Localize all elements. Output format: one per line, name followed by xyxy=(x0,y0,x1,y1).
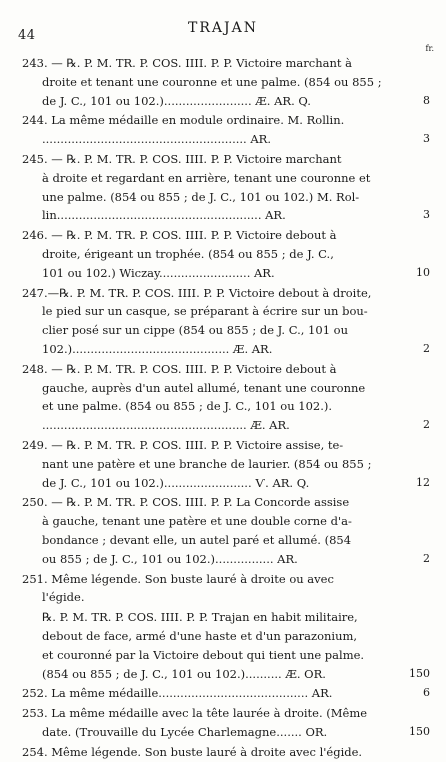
entry-line: 249. — ℞. P. M. TR. P. COS. IIII. P. P. Victoire assise, te- xyxy=(22,437,344,452)
catalog-entry-253 xyxy=(22,704,430,742)
entry-line: à gauche, tenant une patère et une double corne d'a- xyxy=(42,514,352,529)
entry-line-text: lin........................................................ AR. xyxy=(42,208,286,223)
entry-line xyxy=(22,474,430,493)
entry-line xyxy=(22,340,430,359)
entry-line: à droite et regardant en arrière, tenant une couronne et xyxy=(42,170,371,185)
entry-line: 251. Même légende. Son buste lauré à droite ou avec xyxy=(22,571,334,586)
entry-line-text: 102.)........................................... Æ. AR. xyxy=(42,341,273,356)
entry-line-text: 252. La même médaille......................................... AR. xyxy=(22,686,333,701)
catalog-entry-251-reverse xyxy=(22,608,430,683)
entry-line: 245. — ℞. P. M. TR. P. COS. IIII. P. P. Victoire marchant xyxy=(22,151,342,166)
entry-price: 12 xyxy=(416,475,430,489)
entry-line-text: (854 ou 855 ; de J. C., 101 ou 102.).......... Æ. OR. xyxy=(42,666,326,681)
entry-line: 246. — ℞. P. M. TR. P. COS. IIII. P. P. Victoire debout à xyxy=(22,228,337,243)
entry-line: et couronné par la Victoire debout qui tient une palme. xyxy=(42,647,365,662)
entry-price: 3 xyxy=(423,208,430,222)
catalog-entry-246 xyxy=(22,226,430,282)
entry-line-text: 101 ou 102.) Wiczay......................... AR. xyxy=(42,265,275,280)
entry-line: 247.—℞. P. M. TR. P. COS. IIII. P. P. Victoire debout à droite, xyxy=(22,285,372,300)
catalog-entry-243 xyxy=(22,54,430,110)
entry-line-text: ........................................................ AR. xyxy=(42,132,271,147)
entry-line xyxy=(22,550,430,569)
entry-line: gauche, auprès d'un autel allumé, tenant une couronne xyxy=(42,380,366,395)
entry-line: droite, érigeant un trophée. (854 ou 855 ; de J. C., xyxy=(42,246,334,261)
entry-line: 248. — ℞. P. M. TR. P. COS. IIII. P. P. Victoire debout à xyxy=(22,361,337,376)
entry-line xyxy=(22,665,430,684)
page-number: 44 xyxy=(18,28,36,43)
entry-line: 243. — ℞. P. M. TR. P. COS. IIII. P. P. Victoire marchant à xyxy=(22,56,353,70)
entry-line: 253. La même médaille avec la tête laurée à droite. (Même xyxy=(22,706,368,721)
entry-line-text: ........................................................ Æ. AR. xyxy=(42,418,290,433)
entry-line: droite et tenant une couronne et une palme. (854 ou 855 ; xyxy=(42,74,382,89)
entry-line: 250. — ℞. P. M. TR. P. COS. IIII. P. P. La Concorde assise xyxy=(22,495,350,510)
catalog-entry-249 xyxy=(22,436,430,492)
price-column-label: fr. xyxy=(425,44,434,53)
entry-line: bondance ; devant elle, un autel paré et allumé. (854 xyxy=(42,532,352,547)
entry-line: l'égide. xyxy=(42,590,85,605)
catalog-entry-250 xyxy=(22,493,430,568)
catalog-entry-244 xyxy=(22,111,430,149)
entry-price: 3 xyxy=(423,132,430,146)
entry-line: et une palme. (854 ou 855 ; de J. C., 101 ou 102.). xyxy=(42,399,333,414)
entry-price: 150 xyxy=(409,666,430,680)
catalog-entry-254 xyxy=(22,743,430,762)
entry-line: 254. Même légende. Son buste lauré à droite avec l'égide. xyxy=(22,744,363,759)
entry-line-text: de J. C., 101 ou 102.)........................ Æ. AR. Q. xyxy=(42,93,311,108)
entry-line: une palme. (854 ou 855 ; de J. C., 101 ou 102.) M. Rol- xyxy=(42,189,360,204)
entry-line xyxy=(22,416,430,435)
entry-line-text: date. (Trouvaille du Lycée Charlemagne....... OR. xyxy=(42,724,328,739)
entry-line xyxy=(22,92,430,111)
entry-price: 10 xyxy=(416,265,430,279)
entry-line xyxy=(22,684,430,703)
entry-line: clier posé sur un cippe (854 ou 855 ; de J. C., 101 ou xyxy=(42,323,348,338)
catalog-entry-252 xyxy=(22,684,430,703)
catalog-entry-247 xyxy=(22,284,430,359)
entry-line xyxy=(22,130,430,149)
entry-line-text: ou 855 ; de J. C., 101 ou 102.)................ AR. xyxy=(42,551,298,566)
entry-line: debout de face, armé d'une haste et d'un parazonium, xyxy=(42,628,358,643)
running-title: TRAJAN xyxy=(188,20,258,36)
entry-line: 244. La même médaille en module ordinaire. M. Rollin. xyxy=(22,113,345,128)
catalog-entry-245 xyxy=(22,150,430,225)
entry-price: 2 xyxy=(423,551,430,565)
entry-price: 8 xyxy=(423,93,430,107)
entry-line xyxy=(22,206,430,225)
entry-price: 2 xyxy=(423,341,430,355)
entry-line: nant une patère et une branche de laurier. (854 ou 855 ; xyxy=(42,456,372,471)
page-header xyxy=(0,14,446,53)
entry-price: 6 xyxy=(423,686,430,700)
entry-line: le pied sur un casque, se préparant à écrire sur un bou- xyxy=(42,304,368,319)
entry-price: 2 xyxy=(423,418,430,432)
entry-line xyxy=(22,723,430,742)
catalog-entry-248 xyxy=(22,360,430,435)
entry-line-text: de J. C., 101 ou 102.)........................ Ѵ. AR. Q. xyxy=(42,475,310,490)
entry-line xyxy=(22,264,430,283)
catalog-entries xyxy=(22,54,430,762)
entry-line: ℞. P. M. TR. P. COS. IIII. P. P. Trajan en habit militaire, xyxy=(42,610,358,625)
catalog-entry-251 xyxy=(22,570,430,608)
entry-price: 150 xyxy=(409,724,430,738)
